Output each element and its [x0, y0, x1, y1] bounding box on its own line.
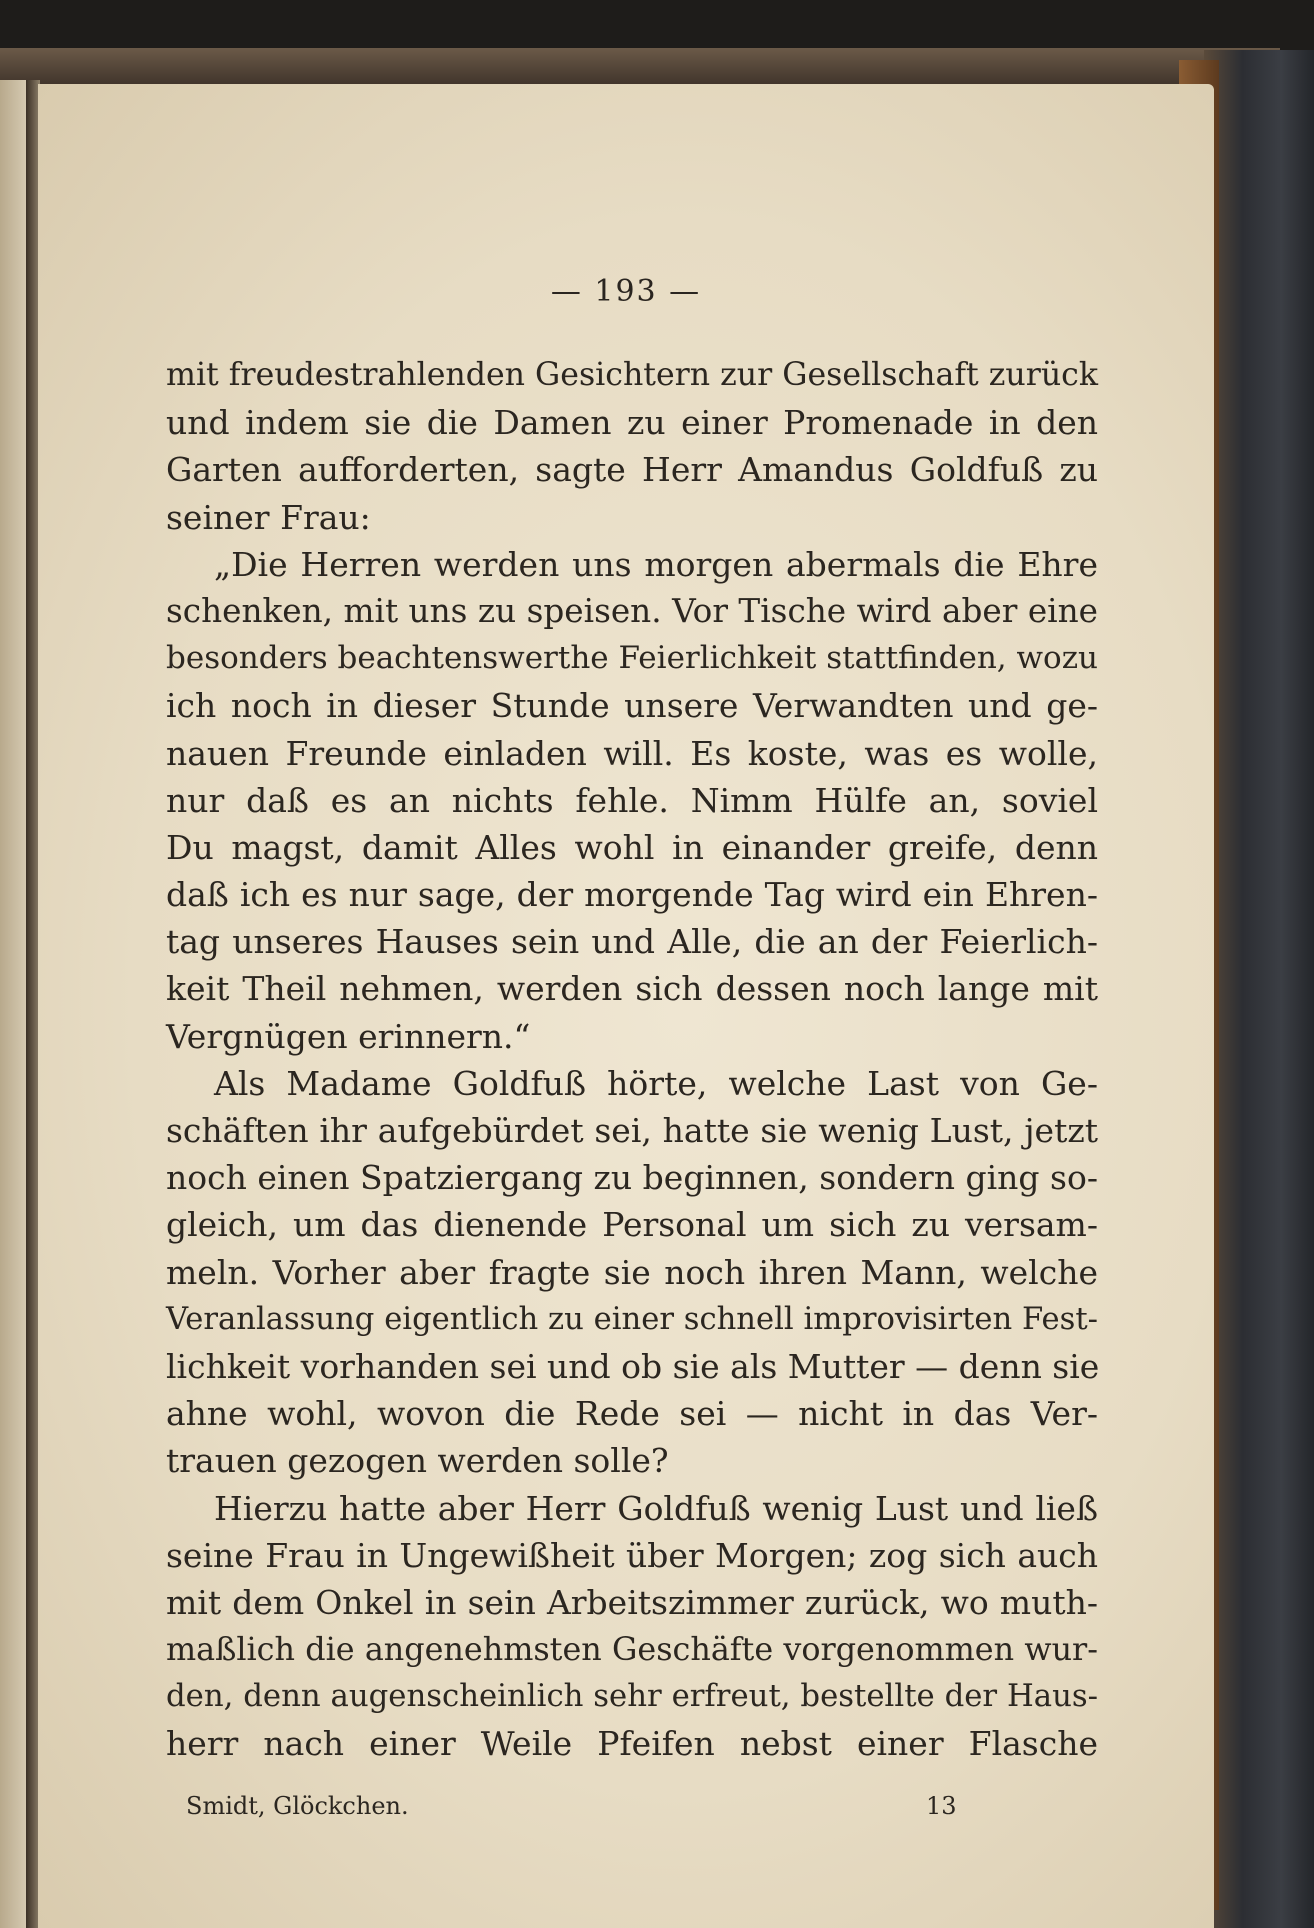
signature-mark: Smidt, Glöckchen.: [186, 1792, 409, 1820]
sheet-number: 13: [926, 1792, 957, 1820]
text-line: und indem sie die Damen zu einer Promenade in den: [166, 403, 1098, 443]
text-line: schäften ihr aufgebürdet sei, hatte sie wenig Lust, jetzt: [166, 1111, 1098, 1150]
text-line: trauen gezogen werden solle?: [166, 1441, 669, 1481]
text-line: „Die Herren werden uns morgen abermals die Ehre: [214, 544, 1098, 584]
book-cover-board: [1204, 50, 1314, 1928]
page-footer: [186, 1792, 986, 1828]
text-line: Hierzu hatte aber Herr Goldfuß wenig Lust und ließ: [214, 1488, 1098, 1528]
text-line: nauen Freunde einladen will. Es koste, was es wolle,: [166, 733, 1098, 773]
text-line: Als Madame Goldfuß hörte, welche Last von Ge-: [214, 1063, 1098, 1103]
text-line: mit freudestrahlenden Gesichtern zur Gesellschaft zurück: [166, 357, 1098, 393]
text-line: herr nach einer Weile Pfeifen nebst einer Flasche: [166, 1724, 1098, 1764]
text-line: Garten aufforderten, sagte Herr Amandus Goldfuß zu: [166, 450, 1098, 490]
text-line: Veranlassung eigentlich zu einer schnell improvisirten Fest-: [166, 1301, 1098, 1337]
text-line: seine Frau in Ungewißheit über Morgen; zog sich auch: [166, 1535, 1098, 1575]
text-line: tag unseres Hauses sein und Alle, die an der Feierlich-: [166, 922, 1098, 962]
text-line: lichkeit vorhanden sei und ob sie als Mutter — denn sie: [166, 1346, 1100, 1386]
text-line: daß ich es nur sage, der morgende Tag wird ein Ehren-: [166, 875, 1098, 915]
text-line: Vergnügen erinnern.“: [166, 1016, 531, 1056]
text-line: ich noch in dieser Stunde unsere Verwandten und ge-: [166, 686, 1098, 726]
text-line: den, denn augenscheinlich sehr erfreut, bestellte der Haus-: [166, 1678, 1098, 1715]
page-number: — 193 —: [550, 274, 702, 309]
text-line: noch einen Spatziergang zu beginnen, sondern ging so-: [166, 1158, 1098, 1198]
text-line: maßlich die angenehmsten Geschäfte vorgenommen wur-: [166, 1630, 1098, 1669]
text-line: gleich, um das dienende Personal um sich zu versam-: [166, 1205, 1098, 1245]
text-line: nur daß es an nichts fehle. Nimm Hülfe an, soviel: [166, 780, 1098, 820]
text-line: ahne wohl, wovon die Rede sei — nicht in das Ver-: [166, 1394, 1098, 1434]
body-text: [166, 352, 1098, 1768]
book-binding-top: [0, 48, 1280, 88]
text-line: meln. Vorher aber fragte sie noch ihren Mann, welche: [166, 1252, 1098, 1292]
text-line: mit dem Onkel in sein Arbeitszimmer zurück, wo muth-: [166, 1582, 1098, 1622]
text-line: keit Theil nehmen, werden sich dessen noch lange mit: [166, 969, 1098, 1009]
book-page: [38, 84, 1214, 1928]
text-line: seiner Frau:: [166, 497, 371, 537]
text-line: besonders beachtenswerthe Feierlichkeit stattfinden, wozu: [166, 640, 1099, 677]
text-line: schenken, mit uns zu speisen. Vor Tische wird aber eine: [166, 591, 1098, 630]
text-line: Du magst, damit Alles wohl in einander greife, denn: [166, 827, 1098, 867]
